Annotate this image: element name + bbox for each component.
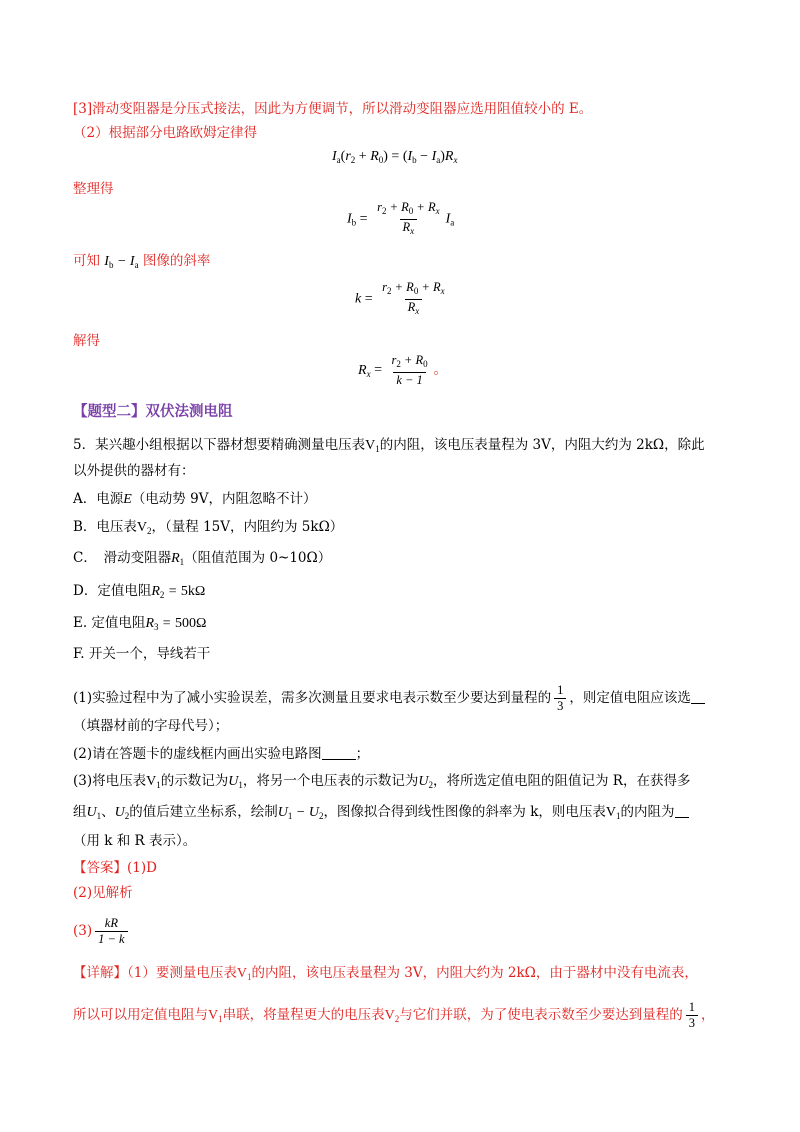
option-c: C． 滑动变阻器$R_1$（阻值范围为 0~10Ω） bbox=[73, 550, 332, 567]
equation-slope: k = $\frac{r_2 + R_0 + R_x}{R_x}$ bbox=[355, 280, 451, 319]
question-stem-line-2: 以外提供的器材有： bbox=[73, 463, 195, 479]
explanation-line-5: 解得 bbox=[73, 333, 100, 349]
equation-ohm-law: $I_a(r_2 + R_0) = (I_b - I_a)R_x$ bbox=[332, 149, 458, 165]
question-part-3-line-1: (3)将电压表$V_1$的示数记为$U_1$，将另一个电压表的示数记为$U_2$，将所选定值电阻的阻值记为 R，在获得多 bbox=[73, 773, 691, 790]
detail-line-1: 【详解】（1）要测量电压表$V_1$的内阻，该电压表量程为 3V，内阻大约为 2kΩ，由于器材中没有电流表， bbox=[73, 965, 698, 982]
equation-rearranged: $I_b$ = $\frac{r_2 + R_0 + R_x}{R_x}$ $I_a$ bbox=[347, 200, 454, 239]
option-e: E. 定值电阻$R_3 = 500\Omega$ bbox=[73, 615, 207, 632]
answer-part-2: (2)见解析 bbox=[73, 885, 133, 901]
question-stem-line-1: 5．某兴趣小组根据以下器材想要精确测量电压表$V_1$的内阻，该电压表量程为 3V，内阻大约为 2kΩ，除此 bbox=[73, 437, 705, 454]
question-part-1-note: （填器材前的字母代号）； bbox=[73, 718, 229, 734]
explanation-line-4: 可知 $I_b - I_a$ 图像的斜率 bbox=[73, 253, 211, 270]
answer-part-3: (3) $\frac{kR}{1 - k}$ bbox=[73, 916, 131, 947]
detail-line-2: 所以可以用定值电阻与$V_1$串联，将量程更大的电压表$V_2$与它们并联，为了使电表示数至少要达到量程的 $\frac{1}{3}$ ， bbox=[73, 1000, 715, 1030]
explanation-line-1: [3]滑动变阻器是分压式接法，因此为方便调节，所以滑动变阻器应选用阻值较小的 E。 bbox=[73, 101, 593, 117]
option-f: F. 开关一个，导线若干 bbox=[73, 646, 211, 662]
answer-label: 【答案】(1)D bbox=[73, 860, 157, 876]
section-title: 【题型二】双伏法测电阻 bbox=[73, 403, 233, 420]
option-d: D．定值电阻$R_2 = 5k\Omega$ bbox=[73, 583, 206, 600]
equation-result: $R_x$ = $\frac{r_2 + R_0}{k - 1}$ 。 bbox=[358, 353, 447, 387]
question-part-2: (2)请在答题卡的虚线框内画出实验电路图 ； bbox=[73, 746, 370, 762]
question-part-3-line-2: 组$U_1$、$U_2$的值后建立坐标系，绘制$U_1 - U_2$，图像拟合得到线性图像的斜率为 k，则电压表$V_1$的内阻为 bbox=[73, 803, 689, 825]
explanation-line-2: （2）根据部分电路欧姆定律得 bbox=[73, 125, 258, 141]
option-b: B．电压表$V_2$，（量程 15V，内阻约为 5kΩ） bbox=[73, 519, 344, 536]
option-a: A．电源E（电动势 9V，内阻忽略不计） bbox=[73, 491, 317, 507]
explanation-line-3: 整理得 bbox=[73, 181, 114, 197]
question-part-1: (1)实验过程中为了减小实验误差，需多次测量且要求电表示数至少要达到量程的 $\frac{1}{3}$ ，则定值电阻应该选 bbox=[73, 683, 705, 714]
question-part-3-line-3: （用 k 和 R 表示）。 bbox=[73, 833, 197, 849]
